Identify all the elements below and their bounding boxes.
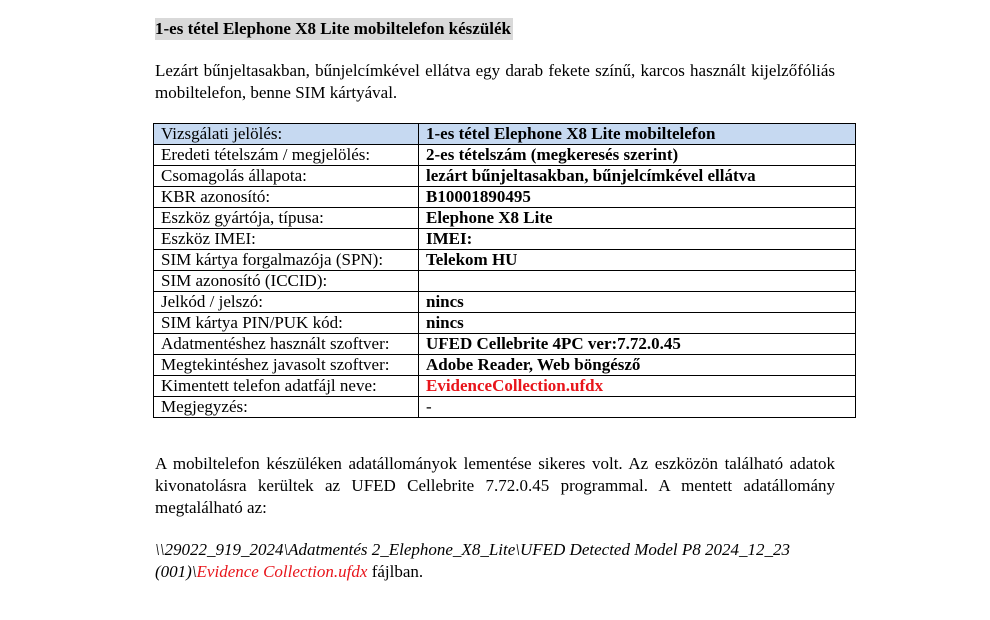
table-row xyxy=(154,313,856,334)
row-label: Eszköz IMEI: xyxy=(154,229,419,250)
row-value: 1-es tétel Elephone X8 Lite mobiltelefon xyxy=(419,124,856,145)
table-row xyxy=(154,124,856,145)
row-label: SIM azonosító (ICCID): xyxy=(154,271,419,292)
row-value: - xyxy=(419,397,856,418)
row-label: Jelkód / jelszó: xyxy=(154,292,419,313)
table-row xyxy=(154,334,856,355)
row-value: lezárt bűnjeltasakban, bűnjelcímkével ellátva xyxy=(419,166,856,187)
table-row xyxy=(154,145,856,166)
table-row xyxy=(154,271,856,292)
evidence-info-table xyxy=(153,123,856,418)
row-value: nincs xyxy=(419,313,856,334)
row-value: B10001890495 xyxy=(419,187,856,208)
intro-paragraph: Lezárt bűnjeltasakban, bűnjelcímkével ellátva egy darab fekete színű, karcos használt kijelzőfóliás mobiltelefon, benne SIM kártyával. xyxy=(155,61,835,102)
row-value: Elephone X8 Lite xyxy=(419,208,856,229)
summary-paragraph: A mobiltelefon készüléken adatállományok lementése sikeres volt. Az eszközön található adatok kivonatolásra kerültek az UFED Cellebrite 7.72.0.45 programmal. A mentett adatállomány megtalálható az: xyxy=(155,454,835,517)
table-row xyxy=(154,355,856,376)
table-row xyxy=(154,187,856,208)
table-row xyxy=(154,250,856,271)
file-path-suffix: fájlban. xyxy=(367,562,424,581)
file-path-filename: Evidence Collection.ufdx xyxy=(196,562,368,581)
file-path-paragraph xyxy=(155,539,845,583)
row-label: Megjegyzés: xyxy=(154,397,419,418)
table-row xyxy=(154,166,856,187)
table-row xyxy=(154,397,856,418)
row-label: Eredeti tételszám / megjelölés: xyxy=(154,145,419,166)
row-value: Adobe Reader, Web böngésző xyxy=(419,355,856,376)
table-row xyxy=(154,229,856,250)
document-heading: 1-es tétel Elephone X8 Lite mobiltelefon készülék xyxy=(155,19,512,38)
row-value: Telekom HU xyxy=(419,250,856,271)
row-label: Adatmentéshez használt szoftver: xyxy=(154,334,419,355)
table-row xyxy=(154,376,856,397)
row-value: UFED Cellebrite 4PC ver:7.72.0.45 xyxy=(419,334,856,355)
row-value xyxy=(419,271,856,292)
evidence-filename: EvidenceCollection.ufdx xyxy=(419,376,856,397)
row-label: Csomagolás állapota: xyxy=(154,166,419,187)
table-row xyxy=(154,208,856,229)
row-label: KBR azonosító: xyxy=(154,187,419,208)
row-label: Eszköz gyártója, típusa: xyxy=(154,208,419,229)
row-label: Vizsgálati jelölés: xyxy=(154,124,419,145)
row-value: 2-es tételszám (megkeresés szerint) xyxy=(419,145,856,166)
file-path-prefix: \\29022_919_2024\Adatmentés 2_Elephone_X8_Lite\UFED Detected Model P8 2024_12_23 (001)\ xyxy=(155,540,791,581)
row-value: IMEI: xyxy=(419,229,856,250)
row-value: nincs xyxy=(419,292,856,313)
row-label: SIM kártya forgalmazója (SPN): xyxy=(154,250,419,271)
row-label: Megtekintéshez javasolt szoftver: xyxy=(154,355,419,376)
row-label: Kimentett telefon adatfájl neve: xyxy=(154,376,419,397)
table-row xyxy=(154,292,856,313)
row-label: SIM kártya PIN/PUK kód: xyxy=(154,313,419,334)
